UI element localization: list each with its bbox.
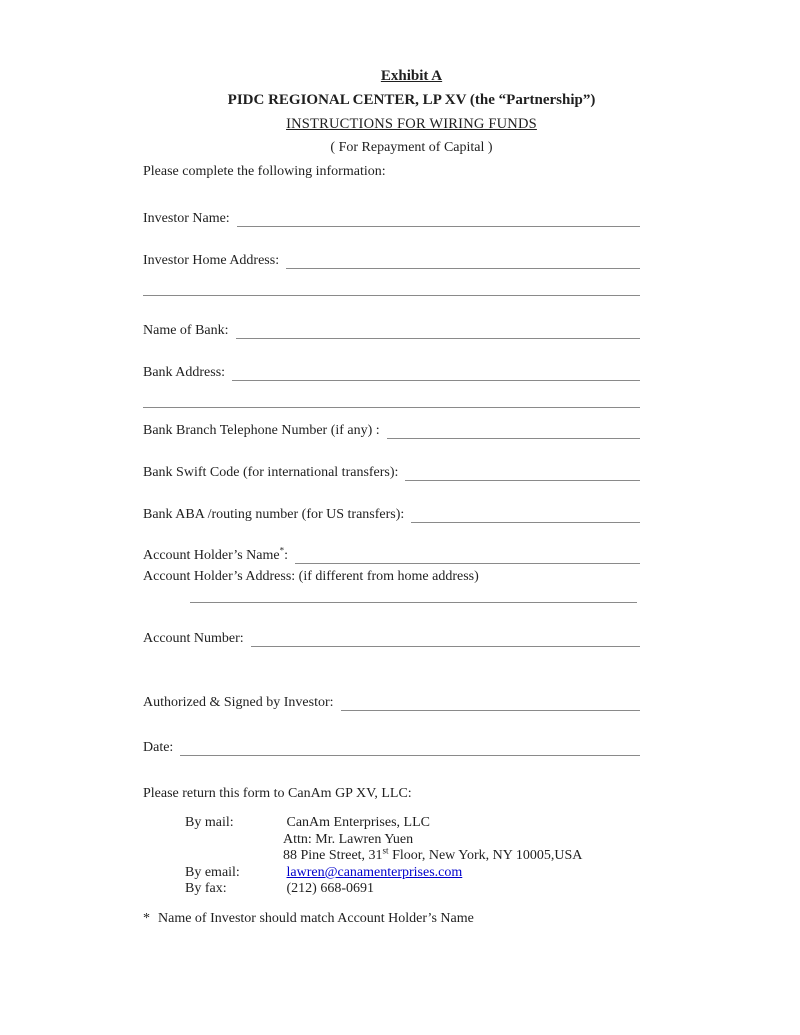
mail-attn: Attn: Mr. Lawren Yuen	[283, 832, 414, 847]
account-holder-name-label: Account Holder’s Name*:	[143, 545, 288, 563]
bank-swift-line[interactable]	[405, 480, 640, 481]
account-holder-address-label: Account Holder’s Address: (if different from home address)	[143, 569, 479, 584]
field-bank-aba	[143, 506, 640, 523]
bank-aba-line[interactable]	[411, 522, 640, 523]
name-of-bank-line[interactable]	[236, 338, 640, 339]
footnote-marker: *	[143, 911, 150, 926]
bank-address-line[interactable]	[232, 380, 640, 381]
account-holder-name-line[interactable]	[295, 563, 640, 564]
investor-name-line[interactable]	[237, 226, 640, 227]
field-name-of-bank	[143, 322, 640, 339]
bank-address-line2[interactable]	[143, 407, 640, 408]
exhibit-heading: Exhibit A	[380, 68, 443, 84]
return-by-email-row	[185, 864, 462, 881]
field-investor-name	[143, 210, 640, 227]
footnote-text: Name of Investor should match Account Holder’s Name	[158, 911, 474, 926]
ordinal-superscript: st	[382, 845, 389, 856]
date-line[interactable]	[180, 755, 640, 756]
name-of-bank-label: Name of Bank:	[143, 323, 229, 338]
bank-swift-label: Bank Swift Code (for international transfers):	[143, 465, 399, 480]
bank-branch-phone-line[interactable]	[387, 438, 640, 439]
instructions-heading: INSTRUCTIONS FOR WIRING FUNDS	[286, 116, 537, 132]
investor-home-address-line2[interactable]	[143, 295, 640, 296]
field-investor-home-address	[143, 252, 640, 269]
partnership-title: PIDC REGIONAL CENTER, LP XV (the “Partnership”)	[227, 92, 596, 108]
investor-home-address-line[interactable]	[286, 268, 640, 269]
bank-branch-phone-label: Bank Branch Telephone Number (if any) :	[143, 423, 380, 438]
investor-name-label: Investor Name:	[143, 211, 230, 226]
field-account-number	[143, 630, 640, 647]
mail-street: 88 Pine Street, 31st Floor, New York, NY 10005,USA	[283, 845, 583, 863]
field-date	[143, 739, 640, 756]
intro-text: Please complete the following information:	[143, 164, 386, 179]
return-by-mail-row	[185, 814, 430, 831]
bank-aba-label: Bank ABA /routing number (for US transfers):	[143, 507, 405, 522]
field-account-holder-name	[143, 547, 640, 564]
authorized-signed-label: Authorized & Signed by Investor:	[143, 695, 334, 710]
footnote	[143, 910, 474, 927]
by-fax-label: By fax:	[185, 881, 227, 896]
field-bank-swift	[143, 464, 640, 481]
date-label: Date:	[143, 740, 174, 755]
bank-address-label: Bank Address:	[143, 365, 226, 380]
account-number-label: Account Number:	[143, 631, 244, 646]
by-email-label: By email:	[185, 865, 240, 880]
authorized-signed-line[interactable]	[341, 710, 640, 711]
repayment-subtitle: ( For Repayment of Capital )	[330, 140, 493, 155]
account-number-line[interactable]	[251, 646, 640, 647]
by-mail-label: By mail:	[185, 815, 234, 830]
email-link[interactable]: lawren@canamenterprises.com	[286, 865, 463, 880]
field-authorized-signed	[143, 694, 640, 711]
field-bank-address	[143, 364, 640, 381]
mail-company: CanAm Enterprises, LLC	[286, 815, 430, 830]
return-intro: Please return this form to CanAm GP XV, LLC:	[143, 786, 412, 801]
field-bank-branch-phone	[143, 422, 640, 439]
return-by-fax-row	[185, 880, 374, 897]
footnote-reference-asterisk: *	[279, 545, 285, 556]
account-holder-address-line[interactable]	[190, 602, 637, 603]
fax-number: (212) 668-0691	[286, 881, 374, 896]
investor-home-address-label: Investor Home Address:	[143, 253, 280, 268]
